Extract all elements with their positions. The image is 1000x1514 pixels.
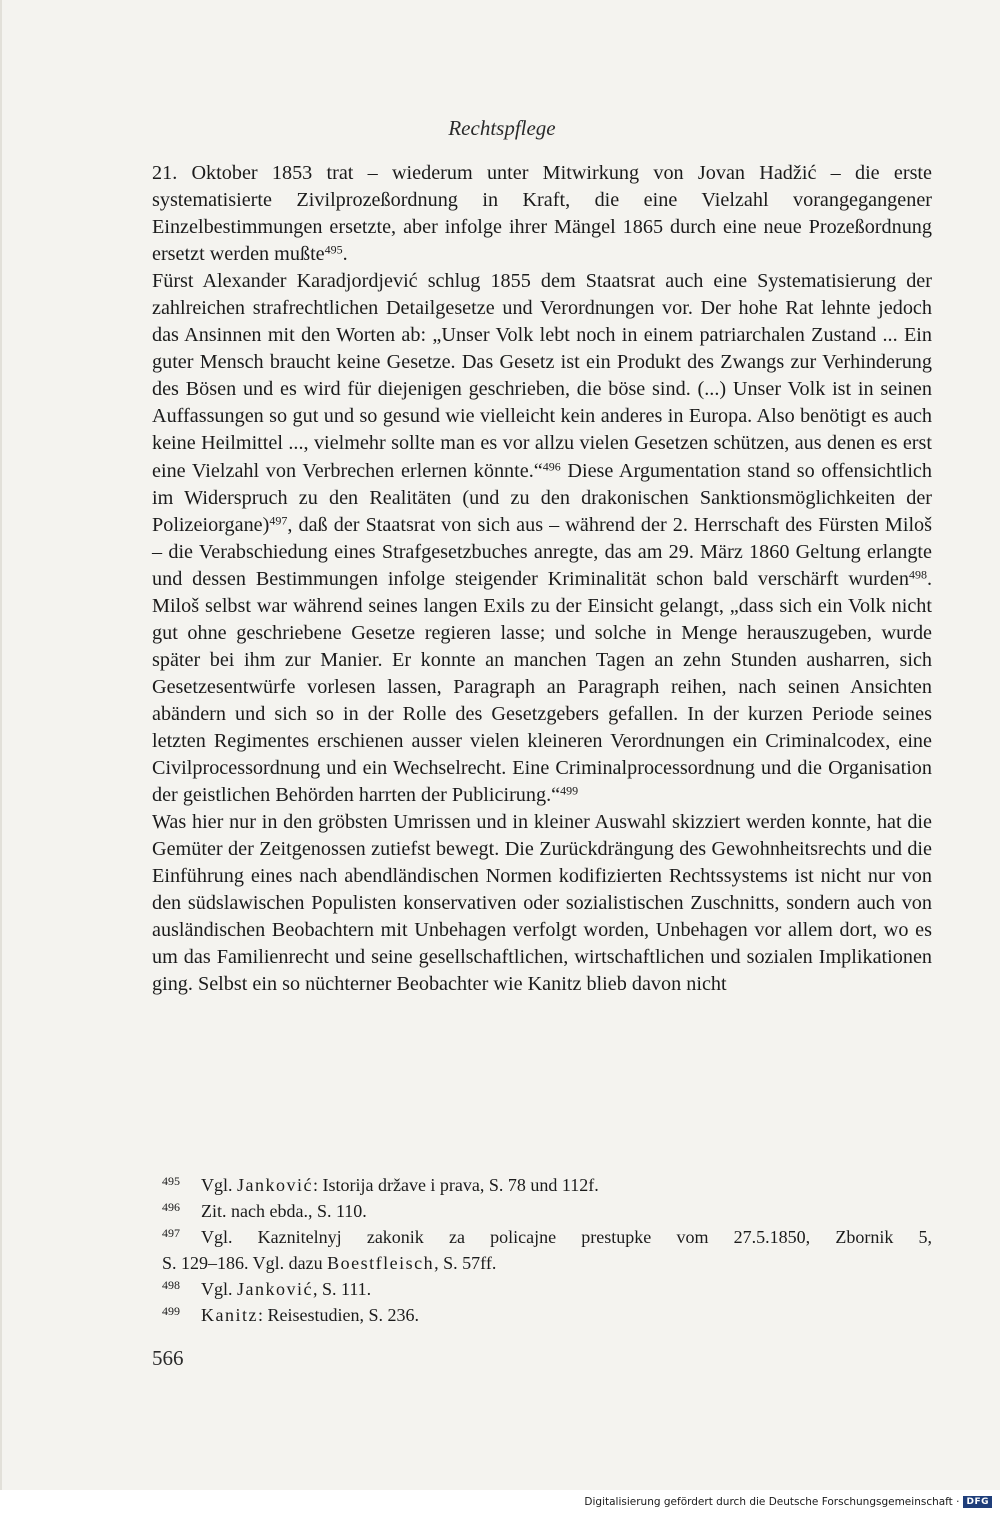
footnote-497: 497 Vgl. Kaznitelnyj zakonik za policajne prestupke vom 27.5.1850, Zbornik 5, S. 129–186. Vgl. dazu Boestfleisch, S. 57ff. [162, 1224, 932, 1276]
footnote-499: 499 Kanitz: Reisestudien, S. 236. [162, 1302, 932, 1328]
footnote-number: 496 [162, 1200, 180, 1214]
running-head: Rechtspflege [448, 116, 556, 140]
footnote-number: 495 [162, 1174, 180, 1188]
footnote-495: 495 Vgl. Janković: Istorija države i prava, S. 78 und 112f. [162, 1172, 932, 1198]
footnote-author: Janković [237, 1175, 313, 1195]
footnote-498: 498 Vgl. Janković, S. 111. [162, 1276, 932, 1302]
dfg-logo-icon: DFG [963, 1496, 992, 1508]
footnotes [162, 1172, 932, 1328]
footnote-number: 497 [162, 1226, 180, 1240]
footnote-author: Janković [237, 1279, 313, 1299]
footnote-ref-499[interactable]: 499 [560, 783, 579, 798]
footnote-ref-497[interactable]: 497 [269, 513, 288, 528]
paragraph-1: 21. Oktober 1853 trat – wiederum unter Mitwirkung von Jovan Hadžić – die erste systematisierte Zivilprozeßordnung in Kraft, die eine Vielzahl vorangegangener Einzelbestimmungen ersetzte, aber infolge ihrer Mängel 1865 durch eine neue Prozeßordnung ersetzt werden mußte$^{495}$. [152, 162, 932, 266]
paragraph-3: Was hier nur in den gröbsten Umrissen und in kleiner Auswahl skizziert werden konnte, hat die Gemüter der Zeitgenossen zutiefst bewegt. Die Zurückdrängung des Gewohnheitsrechts und die Einführung eines nach abendländischen Normen kodifizierten Rechtssystems ist nicht nur von den südslawischen Populisten konservativen oder sozialistischen Zuschnitts, sondern auch von ausländischen Beobachtern mit Unbehagen verfolgt worden, Unbehagen vor allem dort, wo es um das Familienrecht und seine gesellschaftlichen, wirtschaftlichen und sozialen Implikationen ging. Selbst ein so nüchterner Beobachter wie Kanitz blieb davon nicht [152, 811, 932, 996]
digitization-banner-text: Digitalisierung gefördert durch die Deutsche Forschungsgemeinschaft · [584, 1496, 960, 1508]
page-number: 566 [152, 1346, 184, 1370]
footnote-author: Kanitz [201, 1305, 258, 1325]
footnote-ref-496[interactable]: 496 [542, 458, 561, 473]
paragraph-2: Fürst Alexander Karadjordjević schlug 1855 dem Staatsrat auch eine Systematisierung der zahlreichen strafrechtlichen Detailgesetze und Verordnungen vor. Der hohe Rat lehnte jedoch das Ansinnen mit den Worten ab: „Unser Volk lebt noch in einem patriarchalen Zustand ... Ein guter Mensch braucht keine Gesetze. Das Gesetz ist ein Produkt des Zwangs zur Verhinderung des Bösen und es wird für diejenigen geschrieben, die böse sind. (...) Unser Volk ist in seinen Auffassungen so gut und so gesund wie vielleicht kein anderes in Europa. Also benötigt es auch keine Heilmittel ..., vielmehr sollte man es vor allzu vielen Gesetzen schützen, aus denen es erst eine Vielzahl von Verbrechen erlernen könnte.“$^{496}$ Diese Argumentation stand so offensichtlich im Widerspruch zu den Realitäten (und zu den drakonischen Sanktionsmöglichkeiten der Polizeiorgane)$^{497}$, daß der Staatsrat von sich aus – während der 2. Herrschaft des Fürsten Miloš – die Verabschiedung eines Strafgesetzbuches anregte, das am 29. März 1860 Geltung erlangte und dessen Bestimmungen infolge steigender Kriminalität schon bald verschärft wurden$^{498}$. Miloš selbst war während seines langen Exils zu der Einsicht gelangt, „dass sich ein Volk nicht gut ohne geschriebene Gesetze regieren lasse; und solche in Menge herauszugeben, wurde später bei ihm zur Manier. Er konnte an manchen Tagen an zehn Stunden ausharren, sich Gesetzesentwürfe vorlesen lassen, Paragraph an Paragraph reihen, nach seinen Ansichten abändern und sich so in der Rolle des Gesetzgebers gefallen. In der kurzen Periode seines letzten Regimentes erschienen ausser vielen kleineren Verordnungen ein Criminalcodex, eine Civilprocessordnung und ein Wechselrecht. Eine Criminalprocessordnung und die Organisation der geistlichen Behörden harrten der Publicirung.“$^{499}$ [152, 270, 932, 807]
footnote-ref-495[interactable]: 495 [324, 242, 343, 257]
footnote-number: 499 [162, 1304, 180, 1318]
footnote-author: Boestfleisch [327, 1253, 435, 1273]
footnote-number: 498 [162, 1278, 180, 1292]
body-text [152, 160, 932, 998]
footnote-ref-498[interactable]: 498 [908, 567, 927, 582]
footnote-496: 496 Zit. nach ebda., S. 110. [162, 1198, 932, 1224]
digitization-banner [584, 1494, 992, 1510]
